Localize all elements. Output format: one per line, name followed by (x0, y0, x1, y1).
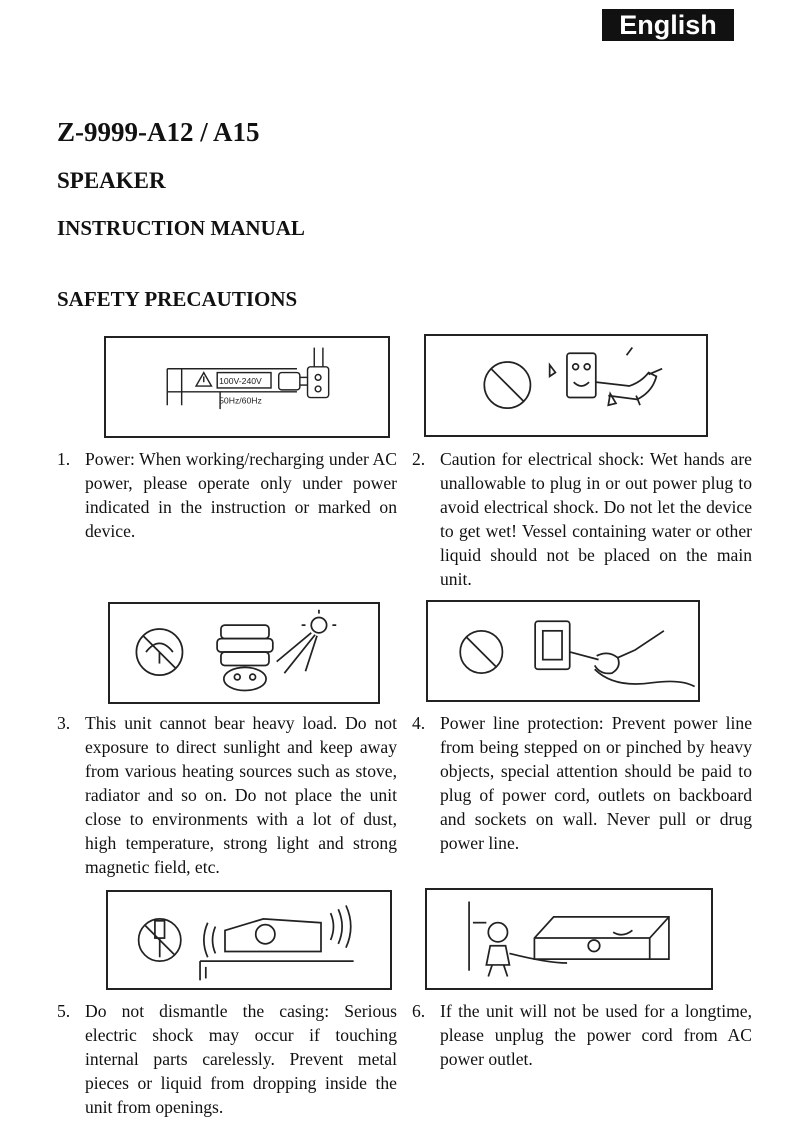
item-number: 6. (412, 1001, 426, 1021)
figure-unplug (425, 888, 713, 990)
power-line-illustration (428, 602, 698, 700)
item-text: Caution for electrical shock: Wet hands are unallowable to plug in or out power plug to avoid electrical shock. Do not let the device to get wet! Vessel containing water or other liquid should not be placed on the main unit. (440, 449, 752, 589)
sun-icon (311, 617, 326, 632)
list-item (57, 711, 397, 879)
item-text: Power line protection: Prevent power line from being stepped on or pinched by heavy objects, special attention should be paid to plug of power cord, outlets on backboard and sockets on wall. Never pull or drug power line. (440, 713, 752, 853)
list-item (412, 447, 752, 591)
product-title: SPEAKER (57, 168, 166, 193)
model-title: Z-9999-A12 / A15 (57, 117, 260, 147)
item-number: 5. (57, 1001, 71, 1021)
item-text: If the unit will not be used for a longtime, please unplug the power cord from AC power outlet. (440, 1001, 752, 1069)
figure-heavy-load-sunlight (108, 602, 380, 704)
figure-power-rating (104, 336, 390, 438)
list-item (57, 999, 397, 1119)
language-badge: English (602, 9, 734, 41)
item-number: 4. (412, 713, 426, 733)
list-item (412, 999, 752, 1071)
wet-hands-illustration (426, 336, 706, 435)
item-text: This unit cannot bear heavy load. Do not exposure to direct sunlight and keep away from various heating sources such as stove, radiator and so on. Do not place the unit close to environments with a lot of dust, high temperature, strong light and strong magnetic field, etc. (85, 713, 397, 877)
item-text: Do not dismantle the casing: Serious electric shock may occur if touching internal parts carelessly. Prevent metal pieces or liquid from dropping inside the unit from openings. (85, 1001, 397, 1117)
figure-do-not-dismantle (106, 890, 392, 990)
wall-outlet-icon (567, 353, 596, 397)
list-item (412, 711, 752, 855)
item-text: Power: When working/recharging under AC power, please operate only under power indicated in the instruction or marked on device. (85, 449, 397, 541)
figure-wet-hands (424, 334, 708, 437)
wall-outlet-icon (308, 367, 329, 398)
frequency-label: 50Hz/60Hz (219, 395, 262, 406)
manual-title: INSTRUCTION MANUAL (57, 216, 305, 240)
item-number: 2. (412, 449, 426, 469)
wall-outlet-icon (535, 621, 570, 669)
figure-power-line (426, 600, 700, 702)
item-number: 3. (57, 713, 71, 733)
voltage-label: 100V-240V (219, 376, 262, 387)
sunlight-load-illustration (110, 604, 378, 702)
section-title: SAFETY PRECAUTIONS (57, 287, 298, 311)
power-plug-illustration (106, 338, 388, 436)
item-number: 1. (57, 449, 71, 469)
list-item (57, 447, 397, 543)
dismantle-illustration (108, 892, 390, 988)
unplug-illustration (427, 890, 711, 988)
